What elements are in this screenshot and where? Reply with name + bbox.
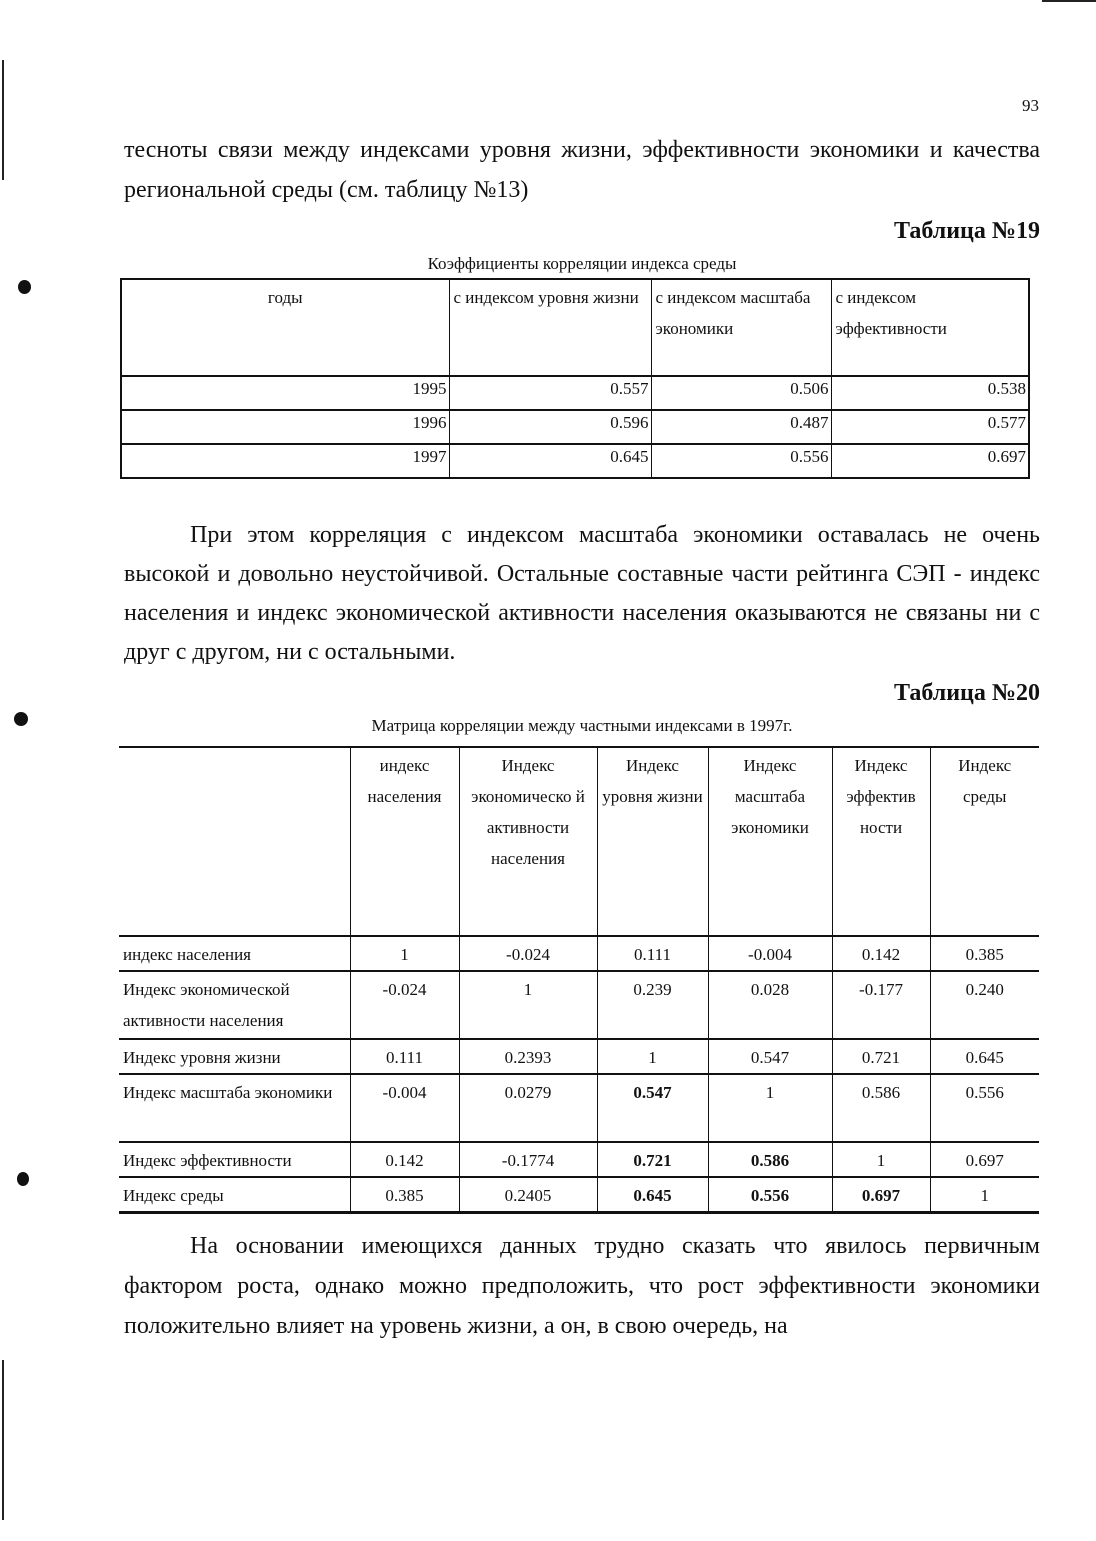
value-cell: -0.1774	[459, 1142, 597, 1177]
value-cell: 0.0279	[459, 1074, 597, 1142]
scan-mark	[17, 1172, 29, 1186]
header-population: индекс населения	[350, 747, 459, 936]
value-cell: 0.239	[597, 971, 708, 1039]
header-efficiency: с индексом эффективности	[831, 279, 1029, 376]
value-cell: 0.557	[449, 376, 651, 410]
year-cell: 1996	[121, 410, 449, 444]
scan-margin-line	[1042, 0, 1096, 2]
value-cell: 1	[350, 936, 459, 971]
value-cell: 0.142	[350, 1142, 459, 1177]
table-19-label: Таблица №19	[893, 218, 1040, 244]
value-cell: -0.004	[350, 1074, 459, 1142]
table-20-label: Таблица №20	[893, 680, 1040, 706]
table-row	[119, 1074, 1039, 1142]
value-cell: 0.487	[651, 410, 831, 444]
table-row	[121, 376, 1029, 410]
header-efficiency: Индекс эффектив ности	[832, 747, 930, 936]
table-row	[121, 410, 1029, 444]
value-cell: -0.177	[832, 971, 930, 1039]
value-cell: 1	[930, 1177, 1039, 1213]
header-years: годы	[121, 279, 449, 376]
value-cell: 0.547	[597, 1074, 708, 1142]
row-label: Индекс уровня жизни	[119, 1039, 350, 1074]
table-19-header-row	[121, 279, 1029, 376]
value-cell: 0.142	[832, 936, 930, 971]
value-cell: 0.577	[831, 410, 1029, 444]
value-cell: -0.024	[459, 936, 597, 971]
value-cell: 0.506	[651, 376, 831, 410]
table-19-caption: Коэффициенты корреляции индекса среды	[427, 254, 737, 273]
header-economic-activity: Индекс экономическо й активности населения	[459, 747, 597, 936]
value-cell: 0.586	[708, 1142, 832, 1177]
value-cell: 1	[459, 971, 597, 1039]
table-row	[119, 1142, 1039, 1177]
table-20-header-row	[119, 747, 1039, 936]
paragraph-conclusion: На основании имеющихся данных трудно сказать что явилось первичным фактором роста, однако можно предположить, что рост эффективности экономики положительно влияет на уровень жизни, а он, в свою очередь, на	[124, 1233, 1040, 1339]
value-cell: 0.240	[930, 971, 1039, 1039]
value-cell: 0.586	[832, 1074, 930, 1142]
table-row	[119, 971, 1039, 1039]
value-cell: 0.645	[597, 1177, 708, 1213]
header-economy-scale: Индекс масштаба экономики	[708, 747, 832, 936]
value-cell: 0.111	[350, 1039, 459, 1074]
table-20-caption: Матрица корреляции между частными индексами в 1997г.	[371, 716, 793, 735]
row-label: Индекс экономической активности населения	[119, 971, 350, 1039]
value-cell: 0.556	[651, 444, 831, 478]
value-cell: 0.697	[930, 1142, 1039, 1177]
table-row	[119, 936, 1039, 971]
value-cell: 0.2405	[459, 1177, 597, 1213]
value-cell: 0.2393	[459, 1039, 597, 1074]
value-cell: 0.596	[449, 410, 651, 444]
scan-mark	[14, 712, 28, 726]
scan-mark	[18, 280, 31, 294]
header-living-standard: с индексом уровня жизни	[449, 279, 651, 376]
year-cell: 1995	[121, 376, 449, 410]
value-cell: 0.721	[832, 1039, 930, 1074]
value-cell: -0.024	[350, 971, 459, 1039]
row-label: Индекс эффективности	[119, 1142, 350, 1177]
value-cell: 1	[597, 1039, 708, 1074]
row-label: индекс населения	[119, 936, 350, 971]
value-cell: 0.385	[350, 1177, 459, 1213]
value-cell: 0.645	[930, 1039, 1039, 1074]
value-cell: 0.538	[831, 376, 1029, 410]
paragraph-intro: тесноты связи между индексами уровня жизни, эффективности экономики и качества региональной среды (см. таблицу №13)	[124, 137, 1040, 203]
value-cell: 0.028	[708, 971, 832, 1039]
value-cell: 1	[832, 1142, 930, 1177]
value-cell: 0.556	[708, 1177, 832, 1213]
value-cell: 0.697	[831, 444, 1029, 478]
table-row	[119, 1177, 1039, 1213]
header-environment: Индекс среды	[930, 747, 1039, 936]
value-cell: 0.547	[708, 1039, 832, 1074]
header-economy-scale: с индексом масштаба экономики	[651, 279, 831, 376]
year-cell: 1997	[121, 444, 449, 478]
table-row	[121, 444, 1029, 478]
header-corner	[119, 747, 350, 936]
row-label: Индекс масштаба экономики	[119, 1074, 350, 1142]
value-cell: 0.556	[930, 1074, 1039, 1142]
scan-margin-line	[2, 60, 4, 180]
value-cell: 0.385	[930, 936, 1039, 971]
row-label: Индекс среды	[119, 1177, 350, 1213]
header-living-standard: Индекс уровня жизни	[597, 747, 708, 936]
table-20	[119, 746, 1039, 1214]
value-cell: -0.004	[708, 936, 832, 971]
value-cell: 0.697	[832, 1177, 930, 1213]
value-cell: 0.111	[597, 936, 708, 971]
table-19	[120, 278, 1030, 479]
value-cell: 0.721	[597, 1142, 708, 1177]
value-cell: 1	[708, 1074, 832, 1142]
value-cell: 0.645	[449, 444, 651, 478]
paragraph-correlation: При этом корреляция с индексом масштаба экономики оставалась не очень высокой и довольно неустойчивой. Остальные составные части рейтинга СЭП - индекс населения и индекс экономической активности населения оказываются не связаны ни с друг с другом, ни с остальными.	[124, 522, 1040, 665]
scan-margin-line	[2, 1360, 4, 1520]
table-row	[119, 1039, 1039, 1074]
page-number: 93	[1022, 96, 1039, 115]
